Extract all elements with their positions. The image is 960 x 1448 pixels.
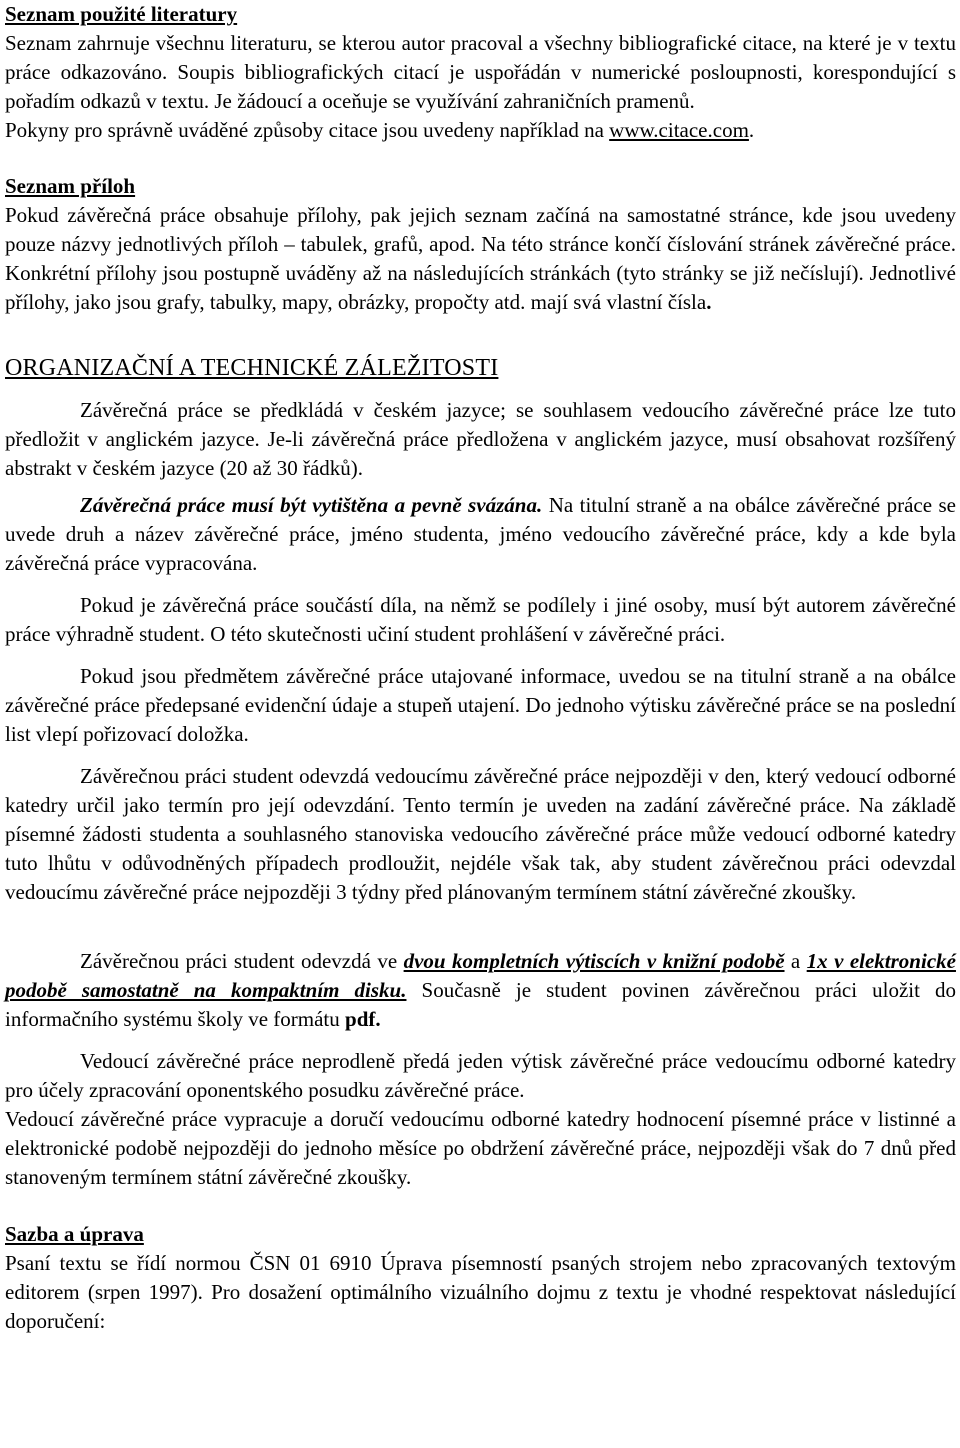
paragraph-organizacni-1: Závěrečná práce se předkládá v českém jazyce; se souhlasem vedoucího závěrečné práce lze tuto předložit v anglickém jazyce. Je-li závěrečná práce předložena v anglickém jazyce, musí obsahovat rozšířený abstrakt v českém jazyce (20 až 30 řádků). [5,398,956,480]
paragraph-organizacni-4: Pokud jsou předmětem závěrečné práce utajované informace, uvedou se na titulní straně a na obálce závěrečné práce předepsané evidenční údaje a stupeň utajení. Do jednoho výtisku závěrečné práce se na poslední list vlepí pořizovací doložka. [5,664,956,746]
text-span: Pokud závěrečná práce obsahuje přílohy, pak jejich seznam začíná na samostatné stránce, kde jsou uvedeny pouze názvy jednotlivých příloh – tabulek, grafů, apod. Na této stránce končí číslování stránek závěrečné práce. Konkrétní přílohy jsou postupně uváděny až na následujících stránkách (tyto stránky se již nečíslují). Jednotlivé přílohy, jako jsou grafy, tabulky, mapy, obrázky, propočty atd. mají svá vlastní čísla [5,203,956,314]
paragraph-organizacni-3: Pokud je závěrečná práce součástí díla, na němž se podílely i jiné osoby, musí být autorem závěrečné práce výhradně student. O této skutečnosti učiní student prohlášení v závěrečné práci. [5,593,956,646]
heading-prilohy: Seznam příloh [5,174,136,198]
text-span: dvou kompletních výtiscích v knižní podobě [403,949,785,973]
text-span: pdf. [345,1007,381,1031]
heading-sazba: Sazba a úprava [5,1222,144,1246]
text-span: Na titulní straně a na obálce závěrečné práce se uvede druh a název závěrečné práce, jméno studenta, jméno vedoucího závěrečné práce, kdy a kde byla závěrečná práce vypracována. [5,493,956,575]
paragraph-organizacni-5: Závěrečnou práci student odevzdá vedoucímu závěrečné práce nejpozději v den, který vedoucí odborné katedry určil jako termín pro její odevzdání. Tento termín je uveden na zadání závěrečné práce. Na základě písemné žádosti studenta a souhlasného stanoviska vedoucího závěrečné práce může vedoucí odborné katedry tuto lhůtu v odůvodněných případech prodloužit, nejdéle však tak, aby student závěrečnou práci odevzdal vedoucímu závěrečné práce nejpozději 3 týdny před plánovaným termínem státní závěrečné zkoušky. [5,764,956,904]
paragraph-literatura-2 [5,116,956,145]
text-span: Pokyny pro správně uváděné způsoby citace jsou uvedeny například na [5,118,610,142]
text-span: Závěrečná práce musí být vytištěna a pevně svázána. [80,493,543,517]
paragraph-prilohy-1 [5,201,956,317]
text-span: 1x v elektronické podobě samostatně na kompaktním disku. [5,949,956,1002]
heading-literatura: Seznam použité literatury [5,2,238,26]
section-title-organizacni: ORGANIZAČNÍ A TECHNICKÉ ZÁLEŽITOSTI [5,355,499,381]
text-span: Současně je student povinen závěrečnou práci uložit do informačního systému školy ve formátu [5,978,956,1031]
paragraph-organizacni-7: Vedoucí závěrečné práce neprodleně předá jeden výtisk závěrečné práce vedoucímu odborné katedry pro účely zpracování oponentského posudku závěrečné práce. [5,1049,956,1102]
paragraph-organizacni-8: Vedoucí závěrečné práce vypracuje a doručí vedoucímu odborné katedry hodnocení písemné práce v listinné a elektronické podobě nejpozději do jednoho měsíce po obdržení závěrečné práce, nejpozději však do 7 dnů před stanoveným termínem státní závěrečné zkoušky. [5,1107,956,1189]
citace-link[interactable]: www.citace.com [609,118,749,142]
text-span: . [706,290,712,314]
paragraph-organizacni-6 [5,947,956,1034]
paragraph-literatura-1: Seznam zahrnuje všechnu literaturu, se kterou autor pracoval a všechny bibliografické citace, na které je v textu práce odkazováno. Soupis bibliografických citací je uspořádán v numerické posloupnosti, korespondující s pořadím odkazů v textu. Je žádoucí a oceňuje se využívání zahraničních pramenů. [5,31,956,113]
paragraph-organizacni-2 [5,491,956,578]
text-span: Závěrečnou práci student odevzdá ve [80,949,404,973]
text-span: a [784,949,807,973]
text-span: . [748,118,755,142]
paragraph-sazba-1: Psaní textu se řídí normou ČSN 01 6910 Úprava písemností psaných strojem nebo zpracovaných textovým editorem (srpen 1997). Pro dosažení optimálního vizuálního dojmu z textu je vhodné respektovat následující doporučení: [5,1251,956,1333]
